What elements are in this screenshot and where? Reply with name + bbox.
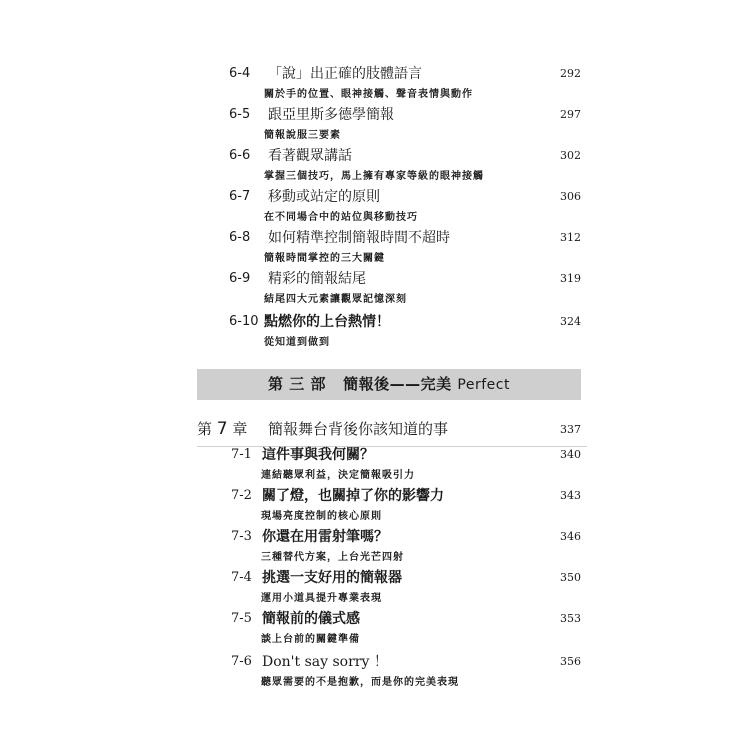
page-number: 292 [560, 67, 581, 80]
chapter-heading [197, 418, 587, 442]
chapter-page-number: 337 [560, 423, 581, 436]
section-subtitle: 在不同場合中的站位與移動技巧 [264, 212, 418, 223]
section-number: 7-1 [231, 447, 252, 462]
chapter-number: 7 [216, 419, 228, 439]
section-subtitle: 運用小道具提升專業表現 [261, 593, 382, 604]
section-subtitle: 簡報時間掌控的三大關鍵 [264, 253, 385, 264]
section-title: 看著觀眾講話 [268, 148, 352, 164]
section-number: 6-7 [229, 189, 251, 204]
section-number: 7-4 [231, 570, 252, 585]
section-subtitle: 從知道到做到 [264, 337, 330, 348]
section-title: 如何精準控制簡報時間不超時 [268, 230, 450, 246]
chapter-title: 簡報舞台背後你該知道的事 [268, 420, 449, 438]
page-number: 346 [560, 530, 581, 543]
page-number: 319 [560, 272, 581, 285]
section-subtitle: 聽眾需要的不是抱歉，而是你的完美表現 [261, 677, 459, 688]
section-number: 7-5 [231, 611, 252, 626]
page-number: 306 [560, 190, 581, 203]
section-subtitle: 簡報說服三要素 [264, 130, 341, 141]
section-subtitle: 掌握三個技巧，馬上擁有專家等級的眼神接觸 [264, 171, 484, 182]
page-number: 350 [560, 571, 581, 584]
toc-entry-6-10 [0, 313, 750, 363]
section-title: 挑選一支好用的簡報器 [262, 570, 402, 586]
section-subtitle: 連結聽眾利益，決定簡報吸引力 [261, 470, 415, 481]
section-subtitle: 結尾四大元素讓觀眾記憶深刻 [264, 294, 407, 305]
page-number: 302 [560, 149, 581, 162]
section-number: 7-6 [231, 654, 252, 669]
part-title: 簡報後——完美 [343, 375, 452, 393]
section-title: 你還在用雷射筆嗎？ [262, 529, 388, 545]
section-title: 精彩的簡報結尾 [268, 271, 366, 287]
section-number: 6-10 [229, 314, 259, 329]
part-label: 第 三 部 [268, 375, 326, 393]
section-title: 「說」出正確的肢體語言 [268, 66, 422, 82]
section-number: 6-8 [229, 230, 251, 245]
page-number: 324 [560, 315, 581, 328]
section-title: 跟亞里斯多德學簡報 [268, 107, 394, 123]
section-title: 關了燈，也關掉了你的影響力 [262, 488, 444, 504]
section-subtitle: 現場亮度控制的核心原則 [261, 511, 382, 522]
page-number: 340 [560, 448, 581, 461]
section-title: Don't say sorry ！ [262, 654, 388, 670]
section-title: 簡報前的儀式感 [262, 611, 360, 627]
section-subtitle: 談上台前的關鍵準備 [261, 634, 360, 645]
part-title-english: Perfect [457, 377, 510, 393]
section-number: 6-5 [229, 107, 251, 122]
page-number: 312 [560, 231, 581, 244]
chapter-label-prefix: 第 [197, 420, 213, 438]
chapter-label-suffix: 章 [232, 420, 248, 438]
page-number: 343 [560, 489, 581, 502]
page-number: 353 [560, 612, 581, 625]
section-number: 6-9 [229, 271, 251, 286]
section-subtitle: 關於手的位置、眼神接觸、聲音表情與動作 [264, 89, 473, 100]
section-subtitle: 三種替代方案，上台光芒四射 [261, 552, 404, 563]
section-number: 6-6 [229, 148, 251, 163]
section-title: 移動或站定的原則 [268, 189, 380, 205]
section-title: 點燃你的上台熱情！ [264, 314, 390, 330]
part-header-band [197, 369, 581, 400]
toc-entry-7-6 [0, 653, 750, 703]
section-number: 6-4 [229, 66, 251, 81]
section-number: 7-3 [231, 529, 252, 544]
part-header [197, 369, 581, 400]
section-title: 這件事與我何關？ [262, 447, 374, 463]
section-number: 7-2 [231, 488, 252, 503]
chapter-label [197, 418, 247, 440]
page-number: 297 [560, 108, 581, 121]
page-number: 356 [560, 655, 581, 668]
